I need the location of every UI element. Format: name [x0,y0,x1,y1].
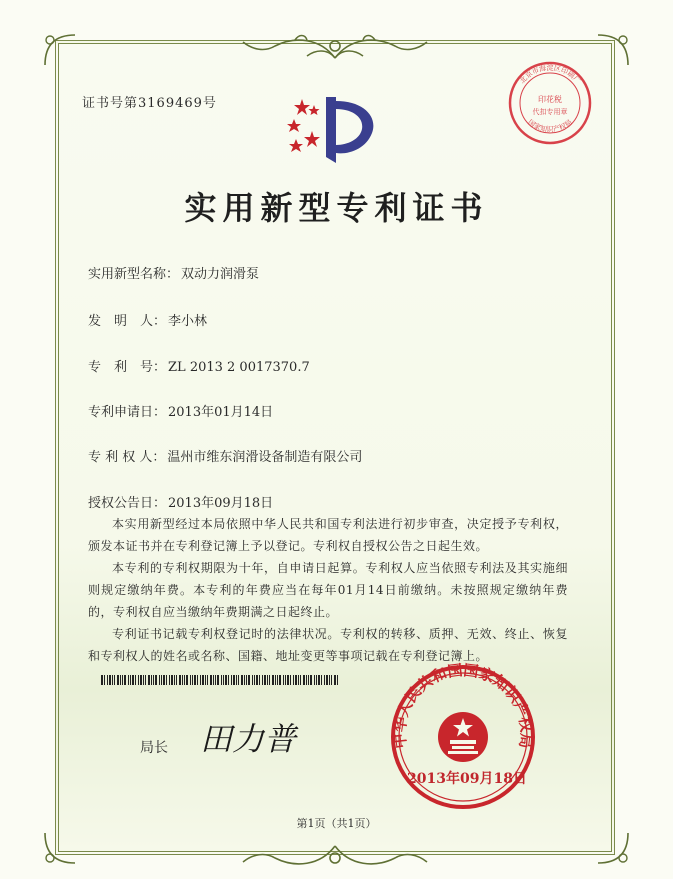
seal-top-text: 北京市海淀区印刷厂 [518,64,582,86]
barcode-bar [324,675,325,685]
barcode-bar [169,675,170,685]
barcode-bar [213,675,214,685]
barcode-bar [223,675,224,685]
barcode-bar [190,675,191,685]
barcode-bar [283,675,284,685]
field-value: 2013年09月18日 [168,496,274,511]
barcode-bar [101,675,103,685]
barcode-bar [153,675,154,685]
field-label: 实用新型名称： [88,267,180,282]
field-value: 李小林 [168,314,208,329]
barcode-bar [112,675,113,685]
barcode-bar [300,675,301,685]
patent-office-logo-icon [284,95,384,167]
barcode-bar [308,675,309,685]
certificate-title: 实用新型专利证书 [184,189,489,227]
barcode-bar [210,675,212,685]
barcode-bar [104,675,105,685]
barcode-bar [314,675,315,685]
barcode-bar [306,675,307,685]
barcode-bar [107,675,108,685]
barcode-bar [318,675,320,685]
barcode-icon [101,675,338,685]
barcode-bar [159,675,160,685]
barcode-bar [321,675,322,685]
seal-date: 2013年09月18日 [407,771,527,787]
barcode-bar [205,675,206,685]
barcode-bar [192,675,193,685]
barcode-bar [272,675,274,685]
field-grant-date [88,492,273,511]
barcode-bar [215,675,216,685]
field-application-date [88,401,273,420]
barcode-bar [331,675,332,685]
top-ornament-icon [235,28,435,68]
barcode-bar [184,675,185,685]
field-patentee [88,446,362,465]
certificate-body [88,513,568,667]
corner-ornament-icon [593,828,633,868]
barcode-bar [200,675,201,685]
barcode-bar [221,675,222,685]
barcode-bar [275,675,276,685]
barcode-bar [277,675,278,685]
barcode-bar [143,675,144,685]
barcode-bar [148,675,150,685]
barcode-bar [326,675,328,685]
director-label: 局长 [140,740,168,756]
barcode-bar [244,675,245,685]
barcode-bar [140,675,142,685]
barcode-bar [228,675,229,685]
barcode-bar [161,675,162,685]
barcode-bar [179,675,181,685]
barcode-bar [295,675,297,685]
barcode-bar [231,675,232,685]
barcode-bar [279,675,281,685]
barcode-bar [202,675,204,685]
signature-text: 田力普 [200,720,297,758]
barcode-bar [138,675,139,685]
field-label: 专利申请日： [88,405,167,420]
barcode-bar [236,675,237,685]
barcode-bar [298,675,299,685]
barcode-bar [256,675,258,685]
body-paragraph: 本专利的专利权期限为十年，自申请日起算。专利权人应当依照专利法及其实施细则规定缴纳年费。本专利的年费应当在每年01月14日前缴纳。未按照规定缴纳年费的，专利权自应当缴纳年费期满之日起终止。 [88,561,568,619]
barcode-bar [238,675,239,685]
barcode-bar [264,675,266,685]
barcode-bar [259,675,260,685]
barcode-bar [316,675,317,685]
barcode-bar [197,675,198,685]
page-number: 第1页（共1页） [296,817,377,830]
barcode-bar [329,675,330,685]
field-label: 专 利 权 人： [88,450,166,465]
barcode-bar [151,675,152,685]
barcode-bar [254,675,255,685]
barcode-bar [290,675,291,685]
barcode-bar [337,675,338,685]
barcode-bar [124,675,126,685]
barcode-bar [122,675,123,685]
barcode-bar [130,675,131,685]
barcode-bar [269,675,270,685]
field-label: 授权公告日： [88,496,167,511]
barcode-bar [132,675,134,685]
barcode-bar [248,675,250,685]
barcode-bar [120,675,121,685]
field-label: 发 明 人： [88,314,167,329]
corner-ornament-icon [593,30,633,70]
field-value: 温州市维东润滑设备制造有限公司 [167,450,363,465]
barcode-bar [252,675,253,685]
barcode-bar [310,675,312,685]
stamp-duty-seal-icon [505,58,595,148]
body-paragraph: 本实用新型经过本局依照中华人民共和国专利法进行初步审查，决定授予专利权，颁发本证书并在专利登记簿上予以登记。专利权自授权公告之日起生效。 [88,517,568,553]
field-value: ZL 2013 2 0017370.7 [168,360,310,375]
barcode-bar [303,675,305,685]
barcode-bar [145,675,146,685]
barcode-bar [194,675,196,685]
barcode-bar [246,675,247,685]
barcode-bar [233,675,235,685]
barcode-bar [128,675,129,685]
director-signature [196,712,336,762]
barcode-bar [186,675,188,685]
field-patent-number [88,356,310,375]
field-value: 2013年01月14日 [168,405,274,420]
body-paragraph: 专利证书记载专利权登记时的法律状况。专利权的转移、质押、无效、终止、恢复和专利权人的姓名或名称、国籍、地址变更等事项记载在专利登记簿上。 [88,627,568,663]
corner-ornament-icon [40,30,80,70]
barcode-bar [207,675,208,685]
barcode-bar [267,675,268,685]
barcode-bar [135,675,136,685]
certificate-number: 证书号第3169469号 [82,96,217,111]
svg-text:北京市海淀区印刷厂 [518,63,582,85]
barcode-bar [293,675,294,685]
barcode-bar [174,675,175,685]
bottom-ornament-icon [235,840,435,874]
barcode-bar [182,675,183,685]
national-ip-administration-seal-icon [388,662,538,812]
field-value: 双动力润滑泵 [181,267,260,282]
barcode-bar [109,675,111,685]
seal-bottom-text: 国家知识产权局 [526,118,574,134]
barcode-bar [176,675,177,685]
field-inventor [88,310,207,329]
barcode-bar [163,675,165,685]
barcode-bar [217,675,219,685]
barcode-bar [334,675,336,685]
barcode-bar [241,675,243,685]
barcode-bar [171,675,173,685]
barcode-bar [114,675,115,685]
seal-middle-text: 印花税 [538,95,562,104]
barcode-bar [262,675,263,685]
svg-text:国家知识产权局 [526,117,573,133]
barcode-bar [285,675,286,685]
corner-ornament-icon [40,828,80,868]
field-label: 专 利 号： [88,360,167,375]
seal-middle-text-2: 代扣专用章 [532,108,568,116]
seal-main-text: 中华人民共和国国家知识产权局 [390,662,536,750]
barcode-bar [225,675,227,685]
barcode-bar [155,675,157,685]
field-utility-model-name [88,263,259,282]
barcode-bar [117,675,119,685]
barcode-bar [166,675,167,685]
barcode-bar [287,675,289,685]
